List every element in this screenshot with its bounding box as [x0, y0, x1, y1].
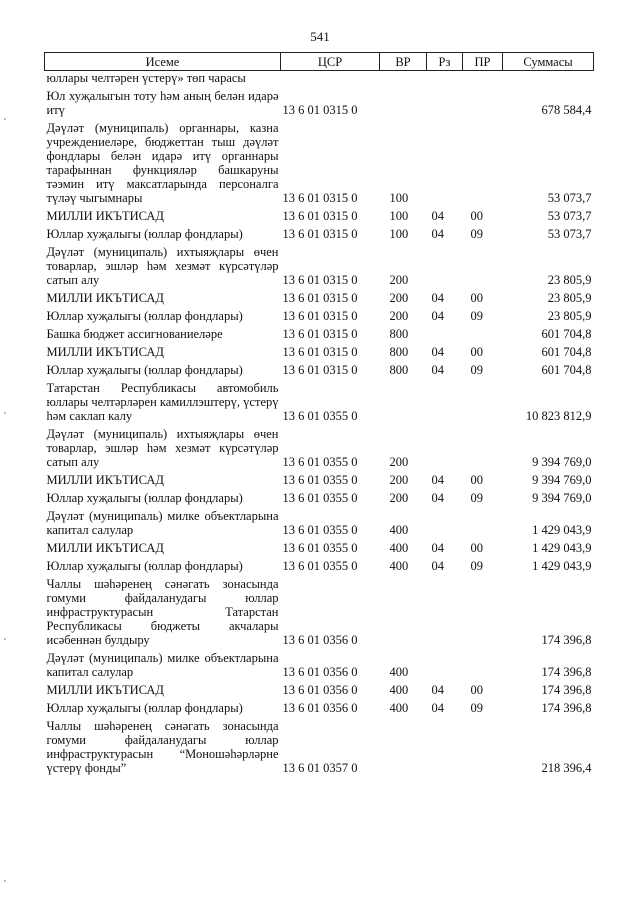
cell-name: Юллар хуҗалыгы (юллар фондлары)	[46, 701, 243, 715]
cell-vr: 200	[389, 291, 409, 305]
cell-rz	[427, 71, 463, 88]
cell-rz: 04	[431, 345, 444, 359]
margin-mark	[4, 412, 6, 414]
cell-csr: 13 6 01 0315 0	[282, 363, 358, 377]
table-row	[45, 539, 594, 557]
cell-sum: 10 823 812,9	[525, 409, 592, 423]
cell-name: Юллар хуҗалыгы (юллар фондлары)	[46, 559, 243, 573]
table-row	[45, 87, 594, 119]
cell-name: Дәүләт (муниципаль) милке объектларына капитал салулар	[46, 509, 279, 537]
cell-csr: 13 6 01 0315 0	[282, 309, 358, 323]
table-row	[45, 557, 594, 575]
table-row	[45, 575, 594, 649]
cell-csr: 13 6 01 0357 0	[282, 761, 358, 775]
cell-sum	[503, 71, 594, 88]
cell-pr: 00	[470, 541, 483, 555]
cell-pr	[463, 649, 503, 681]
cell-rz: 04	[431, 541, 444, 555]
cell-name: МИЛЛИ ИКЪТИСАД	[46, 209, 164, 223]
table-row	[45, 379, 594, 425]
cell-vr: 100	[389, 227, 409, 241]
table-row	[45, 207, 594, 225]
cell-vr: 400	[389, 665, 409, 679]
table-row	[45, 325, 594, 343]
cell-vr	[380, 717, 427, 777]
cell-vr: 400	[389, 683, 409, 697]
cell-csr: 13 6 01 0315 0	[282, 103, 358, 117]
cell-pr: 00	[470, 291, 483, 305]
cell-sum: 174 396,8	[541, 683, 592, 697]
cell-csr	[281, 71, 380, 88]
cell-pr: 00	[470, 345, 483, 359]
cell-pr: 00	[470, 473, 483, 487]
cell-name: Чаллы шәһәренең сәнәгать зонасында гомуми файдаланудагы юллар инфраструктурасын Татарстан Республикасы бюджеты акчалары исәбеннән булдыру	[46, 577, 279, 647]
cell-pr: 09	[470, 701, 483, 715]
cell-vr: 400	[389, 701, 409, 715]
header-pr: ПР	[463, 53, 503, 71]
header-sum: Суммасы	[503, 53, 594, 71]
cell-name: Юллар хуҗалыгы (юллар фондлары)	[46, 227, 243, 241]
cell-vr: 100	[389, 191, 409, 205]
cell-vr: 200	[389, 455, 409, 469]
cell-rz	[427, 379, 463, 425]
cell-name: Юл хуҗалыгын тоту һәм аның белән идарә итү	[46, 89, 279, 117]
cell-sum: 174 396,8	[541, 633, 592, 647]
cell-sum: 23 805,9	[547, 309, 592, 323]
cell-pr	[463, 71, 503, 88]
cell-rz	[427, 243, 463, 289]
cell-pr: 00	[470, 209, 483, 223]
cell-vr: 800	[389, 345, 409, 359]
cell-csr: 13 6 01 0355 0	[282, 455, 358, 469]
table-row	[45, 119, 594, 207]
cell-vr: 400	[389, 523, 409, 537]
header-row	[45, 53, 594, 71]
cell-pr	[463, 119, 503, 207]
cell-sum: 601 704,8	[541, 345, 592, 359]
table-row	[45, 289, 594, 307]
cell-rz	[427, 575, 463, 649]
cell-pr	[463, 425, 503, 471]
cell-pr: 09	[470, 227, 483, 241]
cell-name: МИЛЛИ ИКЪТИСАД	[46, 291, 164, 305]
cell-sum: 9 394 769,0	[532, 455, 592, 469]
cell-csr: 13 6 01 0315 0	[282, 291, 358, 305]
cell-rz: 04	[431, 701, 444, 715]
table-row	[45, 717, 594, 777]
cell-pr: 09	[470, 491, 483, 505]
header-name: Исеме	[45, 53, 281, 71]
cell-vr: 100	[389, 209, 409, 223]
table-row	[45, 699, 594, 717]
cell-sum: 601 704,8	[541, 327, 592, 341]
cell-name: МИЛЛИ ИКЪТИСАД	[46, 473, 164, 487]
cell-vr	[380, 379, 427, 425]
cell-sum: 9 394 769,0	[532, 473, 592, 487]
table-header	[45, 53, 594, 71]
header-csr: ЦСР	[281, 53, 380, 71]
table-row	[45, 425, 594, 471]
cell-sum: 53 073,7	[547, 209, 592, 223]
cell-name: МИЛЛИ ИКЪТИСАД	[46, 345, 164, 359]
cell-csr: 13 6 01 0315 0	[282, 191, 358, 205]
cell-vr: 200	[389, 473, 409, 487]
cell-name: юллары челтәрен үстерү» төп чарасы	[46, 71, 246, 85]
cell-rz: 04	[431, 491, 444, 505]
cell-sum: 174 396,8	[541, 665, 592, 679]
cell-sum: 174 396,8	[541, 701, 592, 715]
table-row	[45, 649, 594, 681]
cell-name: Чаллы шәһәренең сәнәгать зонасында гомуми файдаланудагы юллар инфраструктурасын “Моношәһәрләрне үстерү фонды”	[46, 719, 279, 775]
page-number: 541	[310, 29, 330, 44]
table-row	[45, 471, 594, 489]
cell-csr: 13 6 01 0355 0	[282, 559, 358, 573]
budget-table-container	[44, 52, 593, 777]
cell-rz: 04	[431, 291, 444, 305]
cell-csr: 13 6 01 0356 0	[282, 701, 358, 715]
table-row	[45, 681, 594, 699]
table-row	[45, 307, 594, 325]
cell-name: Дәүләт (муниципаль) ихтыяҗлары өчен товарлар, эшләр һәм хезмәт күрсәтүләр сатып алу	[46, 245, 279, 287]
cell-vr: 800	[389, 363, 409, 377]
cell-sum: 23 805,9	[547, 291, 592, 305]
margin-mark	[4, 118, 6, 120]
cell-vr: 200	[389, 273, 409, 287]
cell-pr	[463, 87, 503, 119]
cell-name: Дәүләт (муниципаль) милке объектларына капитал салулар	[46, 651, 279, 679]
cell-rz	[427, 325, 463, 343]
cell-rz: 04	[431, 559, 444, 573]
cell-sum: 601 704,8	[541, 363, 592, 377]
budget-table	[44, 52, 594, 777]
cell-rz	[427, 507, 463, 539]
cell-csr: 13 6 01 0315 0	[282, 327, 358, 341]
table-row	[45, 71, 594, 88]
cell-rz: 04	[431, 227, 444, 241]
cell-csr: 13 6 01 0315 0	[282, 227, 358, 241]
cell-pr: 09	[470, 309, 483, 323]
cell-rz: 04	[431, 473, 444, 487]
header-vr: ВР	[380, 53, 427, 71]
margin-mark	[4, 880, 6, 882]
cell-rz	[427, 649, 463, 681]
header-rz: Рз	[427, 53, 463, 71]
cell-sum: 1 429 043,9	[532, 523, 592, 537]
table-body	[45, 71, 594, 778]
cell-name: Юллар хуҗалыгы (юллар фондлары)	[46, 491, 243, 505]
cell-sum: 9 394 769,0	[532, 491, 592, 505]
cell-sum: 678 584,4	[541, 103, 592, 117]
cell-pr	[463, 325, 503, 343]
cell-rz: 04	[431, 683, 444, 697]
cell-vr	[380, 87, 427, 119]
table-row	[45, 489, 594, 507]
cell-csr: 13 6 01 0355 0	[282, 523, 358, 537]
cell-pr	[463, 507, 503, 539]
table-row	[45, 225, 594, 243]
cell-name: Дәүләт (муниципаль) органнары, казна учреждениеләре, бюджеттан тыш дәүләт фондлары белән идарә итү органнары тарафыннан функцияләр башкаруны тәэмин итү максатларында персоналга түләү чыгымнары	[46, 121, 279, 205]
cell-sum: 1 429 043,9	[532, 559, 592, 573]
cell-rz	[427, 119, 463, 207]
cell-sum: 1 429 043,9	[532, 541, 592, 555]
cell-rz	[427, 87, 463, 119]
cell-vr: 200	[389, 309, 409, 323]
table-row	[45, 507, 594, 539]
cell-name: Юллар хуҗалыгы (юллар фондлары)	[46, 363, 243, 377]
margin-mark	[4, 638, 6, 640]
cell-name: МИЛЛИ ИКЪТИСАД	[46, 683, 164, 697]
cell-vr: 200	[389, 491, 409, 505]
cell-pr: 09	[470, 559, 483, 573]
cell-name: Башка бюджет ассигнованиеләре	[46, 327, 223, 341]
cell-vr	[380, 575, 427, 649]
cell-csr: 13 6 01 0315 0	[282, 345, 358, 359]
cell-pr: 00	[470, 683, 483, 697]
cell-vr: 400	[389, 541, 409, 555]
cell-pr	[463, 243, 503, 289]
cell-pr	[463, 379, 503, 425]
table-row	[45, 343, 594, 361]
cell-name: Юллар хуҗалыгы (юллар фондлары)	[46, 309, 243, 323]
cell-rz	[427, 717, 463, 777]
cell-csr: 13 6 01 0355 0	[282, 491, 358, 505]
cell-sum: 53 073,7	[547, 227, 592, 241]
cell-pr	[463, 575, 503, 649]
table-row	[45, 361, 594, 379]
cell-name: МИЛЛИ ИКЪТИСАД	[46, 541, 164, 555]
cell-pr: 09	[470, 363, 483, 377]
cell-csr: 13 6 01 0315 0	[282, 273, 358, 287]
cell-csr: 13 6 01 0356 0	[282, 633, 358, 647]
cell-vr: 400	[389, 559, 409, 573]
cell-csr: 13 6 01 0356 0	[282, 665, 358, 679]
cell-csr: 13 6 01 0315 0	[282, 209, 358, 223]
cell-sum: 218 396,4	[541, 761, 592, 775]
cell-rz: 04	[431, 209, 444, 223]
cell-rz: 04	[431, 363, 444, 377]
cell-csr: 13 6 01 0356 0	[282, 683, 358, 697]
cell-name: Дәүләт (муниципаль) ихтыяҗлары өчен товарлар, эшләр һәм хезмәт күрсәтүләр сатып алу	[46, 427, 279, 469]
cell-vr	[380, 71, 427, 88]
table-row	[45, 243, 594, 289]
cell-vr: 800	[389, 327, 409, 341]
cell-rz	[427, 425, 463, 471]
cell-csr: 13 6 01 0355 0	[282, 409, 358, 423]
cell-sum: 53 073,7	[547, 191, 592, 205]
cell-sum: 23 805,9	[547, 273, 592, 287]
cell-csr: 13 6 01 0355 0	[282, 541, 358, 555]
cell-pr	[463, 717, 503, 777]
cell-csr: 13 6 01 0355 0	[282, 473, 358, 487]
cell-rz: 04	[431, 309, 444, 323]
cell-name: Татарстан Республикасы автомобиль юллары челтәрләрен камиллэштерү, үстерү һәм саклап калу	[46, 381, 279, 423]
